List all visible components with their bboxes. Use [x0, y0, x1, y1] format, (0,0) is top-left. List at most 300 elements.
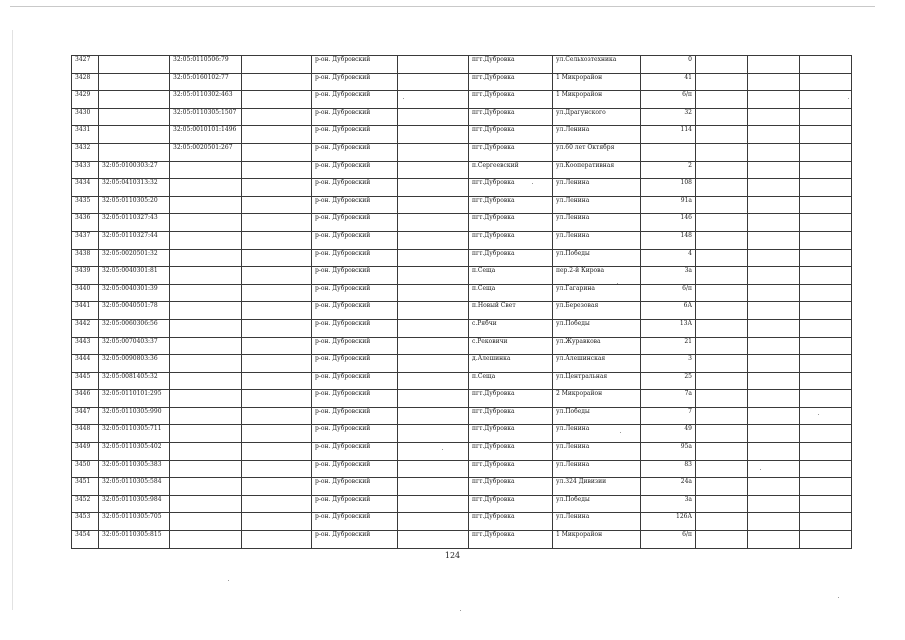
cell-cadastral-number-a: 32:05:0040301:39: [99, 284, 170, 302]
cell-cadastral-number-a: 32:05:0060306:56: [99, 319, 170, 337]
cell-locality: д.Алешинка: [469, 355, 553, 373]
cell-district: р-он. Дубровский: [312, 478, 398, 496]
table-row: [72, 407, 852, 425]
cell-cadastral-number-a: 32:05:0070403:37: [99, 337, 170, 355]
cell-house-number: 41: [641, 73, 696, 91]
cell-cadastral-number-a: 32:05:0110305:711: [99, 425, 170, 443]
cell-empty: [696, 443, 748, 461]
cell-cadastral-number-b: [170, 249, 242, 267]
cell-street: пер.2-й Кирова: [553, 267, 641, 285]
cell-cadastral-number-a: 32:05:0110305:383: [99, 460, 170, 478]
cell-record-number: 3453: [72, 513, 99, 531]
cell-cadastral-number-b: [170, 302, 242, 320]
scan-speck: [228, 580, 229, 581]
cell-house-number: 6А: [641, 302, 696, 320]
cell-house-number: 7а: [641, 390, 696, 408]
cell-empty: [748, 179, 800, 197]
cell-empty: [748, 214, 800, 232]
cell-empty: [696, 319, 748, 337]
cell-locality: пгт.Дубровка: [469, 143, 553, 161]
cell-record-number: 3427: [72, 56, 99, 74]
cell-street: ул.Журавкова: [553, 337, 641, 355]
cell-empty: [696, 302, 748, 320]
cell-cadastral-number-b: [170, 284, 242, 302]
cell-empty: [696, 108, 748, 126]
cell-locality: пгт.Дубровка: [469, 249, 553, 267]
cell-cadastral-number-a: [99, 73, 170, 91]
cell-empty: [748, 407, 800, 425]
property-registry-table: [71, 55, 852, 549]
cell-cadastral-number-a: 32:05:0110305:815: [99, 531, 170, 549]
cell-empty: [800, 390, 852, 408]
cell-street: ул.Ленина: [553, 460, 641, 478]
cell-empty: [696, 126, 748, 144]
cell-district: р-он. Дубровский: [312, 179, 398, 197]
cell-house-number: [641, 143, 696, 161]
cell-empty: [800, 460, 852, 478]
table-row: [72, 126, 852, 144]
cell-record-number: 3452: [72, 495, 99, 513]
cell-empty: [696, 231, 748, 249]
cell-district: р-он. Дубровский: [312, 495, 398, 513]
cell-record-number: 3442: [72, 319, 99, 337]
cell-empty: [696, 284, 748, 302]
cell-empty: [398, 161, 469, 179]
cell-empty: [242, 495, 312, 513]
table-row: [72, 302, 852, 320]
cell-locality: пгт.Дубровка: [469, 231, 553, 249]
cell-locality: пгт.Дубровка: [469, 73, 553, 91]
cell-cadastral-number-b: 32:05:0110302:463: [170, 91, 242, 109]
cell-district: р-он. Дубровский: [312, 425, 398, 443]
cell-street: ул.Драгунского: [553, 108, 641, 126]
cell-locality: п.Новый Свет: [469, 302, 553, 320]
cell-empty: [398, 267, 469, 285]
cell-district: р-он. Дубровский: [312, 531, 398, 549]
table-row: [72, 161, 852, 179]
cell-record-number: 3444: [72, 355, 99, 373]
cell-house-number: 24а: [641, 478, 696, 496]
cell-empty: [242, 284, 312, 302]
cell-empty: [242, 460, 312, 478]
cell-locality: пгт.Дубровка: [469, 478, 553, 496]
cell-district: р-он. Дубровский: [312, 443, 398, 461]
cell-cadastral-number-a: 32:05:0110305:984: [99, 495, 170, 513]
cell-empty: [800, 214, 852, 232]
cell-district: р-он. Дубровский: [312, 196, 398, 214]
cell-locality: с.Рековичи: [469, 337, 553, 355]
cell-locality: пгт.Дубровка: [469, 513, 553, 531]
scan-speck: [760, 469, 761, 470]
cell-empty: [800, 143, 852, 161]
cell-empty: [696, 73, 748, 91]
cell-street: ул.Ленина: [553, 196, 641, 214]
cell-cadastral-number-b: [170, 231, 242, 249]
cell-district: р-он. Дубровский: [312, 91, 398, 109]
cell-cadastral-number-a: 32:05:0110305:402: [99, 443, 170, 461]
cell-locality: с.Рябчи: [469, 319, 553, 337]
cell-empty: [242, 390, 312, 408]
scan-page-edge: [10, 6, 875, 7]
cell-cadastral-number-a: 32:05:0040301:81: [99, 267, 170, 285]
table-row: [72, 284, 852, 302]
cell-house-number: 25: [641, 372, 696, 390]
cell-record-number: 3440: [72, 284, 99, 302]
cell-empty: [748, 513, 800, 531]
cell-cadastral-number-b: 32:05:0160102:77: [170, 73, 242, 91]
cell-empty: [748, 284, 800, 302]
cell-empty: [242, 56, 312, 74]
cell-empty: [696, 372, 748, 390]
table-row: [72, 355, 852, 373]
cell-empty: [800, 179, 852, 197]
cell-empty: [800, 249, 852, 267]
cell-record-number: 3428: [72, 73, 99, 91]
cell-empty: [800, 337, 852, 355]
cell-cadastral-number-a: 32:05:0110327:44: [99, 231, 170, 249]
table-row: [72, 91, 852, 109]
cell-cadastral-number-a: 32:05:0110305:705: [99, 513, 170, 531]
cell-district: р-он. Дубровский: [312, 284, 398, 302]
cell-empty: [398, 443, 469, 461]
cell-empty: [696, 495, 748, 513]
cell-house-number: 7: [641, 407, 696, 425]
cell-street: ул.Кооперативная: [553, 161, 641, 179]
scan-speck: [838, 597, 839, 598]
cell-empty: [696, 355, 748, 373]
scan-speck: [532, 183, 533, 184]
table-row: [72, 214, 852, 232]
cell-empty: [242, 372, 312, 390]
cell-house-number: 0: [641, 56, 696, 74]
cell-cadastral-number-a: 32:05:0081405:32: [99, 372, 170, 390]
cell-house-number: 32: [641, 108, 696, 126]
cell-empty: [398, 337, 469, 355]
cell-street: ул.Ленина: [553, 513, 641, 531]
cell-cadastral-number-a: 32:05:0040501:78: [99, 302, 170, 320]
cell-empty: [242, 531, 312, 549]
cell-house-number: 3а: [641, 495, 696, 513]
cell-empty: [800, 425, 852, 443]
scan-speck: [848, 98, 849, 99]
cell-empty: [800, 355, 852, 373]
cell-locality: пгт.Дубровка: [469, 214, 553, 232]
cell-locality: п.Сергеевский: [469, 161, 553, 179]
cell-locality: пгт.Дубровка: [469, 196, 553, 214]
cell-locality: пгт.Дубровка: [469, 443, 553, 461]
table-row: [72, 319, 852, 337]
cell-empty: [800, 267, 852, 285]
table-row: [72, 143, 852, 161]
cell-empty: [398, 108, 469, 126]
cell-cadastral-number-b: [170, 372, 242, 390]
cell-empty: [800, 161, 852, 179]
cell-empty: [242, 513, 312, 531]
cell-cadastral-number-b: [170, 495, 242, 513]
cell-street: ул.Победы: [553, 249, 641, 267]
cell-empty: [748, 302, 800, 320]
cell-empty: [242, 126, 312, 144]
cell-street: ул.Победы: [553, 319, 641, 337]
cell-empty: [696, 91, 748, 109]
cell-cadastral-number-b: [170, 407, 242, 425]
cell-empty: [800, 372, 852, 390]
cell-street: ул.Центральная: [553, 372, 641, 390]
cell-locality: пгт.Дубровка: [469, 56, 553, 74]
cell-district: р-он. Дубровский: [312, 513, 398, 531]
cell-record-number: 3454: [72, 531, 99, 549]
table-row: [72, 531, 852, 549]
cell-locality: пгт.Дубровка: [469, 460, 553, 478]
cell-empty: [398, 495, 469, 513]
cell-district: р-он. Дубровский: [312, 460, 398, 478]
cell-empty: [800, 302, 852, 320]
cell-record-number: 3436: [72, 214, 99, 232]
cell-cadastral-number-b: [170, 355, 242, 373]
cell-empty: [398, 179, 469, 197]
cell-empty: [800, 196, 852, 214]
cell-record-number: 3448: [72, 425, 99, 443]
cell-cadastral-number-b: 32:05:0110305:1507: [170, 108, 242, 126]
cell-house-number: 3а: [641, 267, 696, 285]
cell-empty: [242, 73, 312, 91]
table-row: [72, 372, 852, 390]
cell-cadastral-number-a: [99, 126, 170, 144]
cell-empty: [398, 372, 469, 390]
cell-locality: п.Сеща: [469, 267, 553, 285]
cell-cadastral-number-a: 32:05:0090803:36: [99, 355, 170, 373]
cell-empty: [398, 126, 469, 144]
cell-cadastral-number-b: [170, 478, 242, 496]
cell-empty: [398, 355, 469, 373]
cell-house-number: 21: [641, 337, 696, 355]
cell-street: 2 Микрорайон: [553, 390, 641, 408]
cell-empty: [748, 337, 800, 355]
cell-street: ул.Победы: [553, 407, 641, 425]
cell-empty: [398, 214, 469, 232]
cell-street: ул.Алешинская: [553, 355, 641, 373]
table-row: [72, 495, 852, 513]
cell-cadastral-number-b: [170, 460, 242, 478]
cell-empty: [748, 495, 800, 513]
cell-empty: [242, 249, 312, 267]
cell-cadastral-number-b: [170, 425, 242, 443]
cell-empty: [398, 91, 469, 109]
cell-empty: [696, 460, 748, 478]
cell-empty: [748, 196, 800, 214]
scan-speck: [460, 610, 461, 611]
page-number: 124: [444, 551, 461, 560]
table-row: [72, 108, 852, 126]
cell-record-number: 3450: [72, 460, 99, 478]
cell-locality: пгт.Дубровка: [469, 495, 553, 513]
cell-empty: [748, 390, 800, 408]
cell-street: ул.Гагарина: [553, 284, 641, 302]
cell-empty: [242, 407, 312, 425]
cell-empty: [800, 319, 852, 337]
cell-record-number: 3441: [72, 302, 99, 320]
cell-district: р-он. Дубровский: [312, 56, 398, 74]
cell-cadastral-number-b: [170, 337, 242, 355]
cell-street: ул.Победы: [553, 495, 641, 513]
scan-speck: [617, 283, 618, 284]
cell-empty: [748, 355, 800, 373]
cell-empty: [242, 425, 312, 443]
cell-empty: [748, 443, 800, 461]
cell-record-number: 3435: [72, 196, 99, 214]
cell-street: ул.Березовая: [553, 302, 641, 320]
cell-street: ул.324 Дивизии: [553, 478, 641, 496]
table-row: [72, 73, 852, 91]
cell-empty: [800, 73, 852, 91]
cell-record-number: 3434: [72, 179, 99, 197]
table-row: [72, 425, 852, 443]
cell-cadastral-number-b: [170, 179, 242, 197]
cell-street: ул.Ленина: [553, 231, 641, 249]
table-row: [72, 390, 852, 408]
cell-street: ул.Ленина: [553, 443, 641, 461]
cell-cadastral-number-a: 32:05:0410313:32: [99, 179, 170, 197]
cell-empty: [398, 478, 469, 496]
cell-empty: [800, 91, 852, 109]
cell-empty: [800, 284, 852, 302]
cell-cadastral-number-b: [170, 319, 242, 337]
cell-house-number: 13А: [641, 319, 696, 337]
cell-cadastral-number-b: [170, 443, 242, 461]
cell-empty: [242, 91, 312, 109]
scan-speck: [620, 432, 621, 433]
cell-empty: [242, 337, 312, 355]
cell-street: ул.60 лет Октября: [553, 143, 641, 161]
cell-street: ул.Ленина: [553, 179, 641, 197]
cell-house-number: 95а: [641, 443, 696, 461]
cell-empty: [398, 302, 469, 320]
cell-empty: [398, 231, 469, 249]
cell-empty: [748, 108, 800, 126]
cell-house-number: 83: [641, 460, 696, 478]
cell-empty: [398, 284, 469, 302]
cell-empty: [748, 372, 800, 390]
cell-empty: [696, 179, 748, 197]
cell-empty: [696, 56, 748, 74]
cell-empty: [398, 513, 469, 531]
cell-empty: [398, 73, 469, 91]
cell-district: р-он. Дубровский: [312, 319, 398, 337]
scan-speck: [818, 414, 819, 415]
cell-empty: [696, 425, 748, 443]
cell-district: р-он. Дубровский: [312, 267, 398, 285]
cell-house-number: 146: [641, 214, 696, 232]
cell-locality: пгт.Дубровка: [469, 91, 553, 109]
cell-street: 1 Микрорайон: [553, 91, 641, 109]
cell-empty: [748, 56, 800, 74]
cell-empty: [748, 460, 800, 478]
cell-empty: [800, 231, 852, 249]
cell-empty: [696, 143, 748, 161]
cell-cadastral-number-b: [170, 531, 242, 549]
registry-rows: [72, 56, 852, 549]
cell-empty: [748, 249, 800, 267]
cell-locality: пгт.Дубровка: [469, 531, 553, 549]
cell-cadastral-number-b: [170, 196, 242, 214]
cell-empty: [242, 302, 312, 320]
cell-empty: [398, 407, 469, 425]
cell-empty: [398, 196, 469, 214]
cell-record-number: 3432: [72, 143, 99, 161]
cell-cadastral-number-a: [99, 56, 170, 74]
cell-empty: [696, 390, 748, 408]
cell-record-number: 3438: [72, 249, 99, 267]
cell-empty: [242, 161, 312, 179]
cell-empty: [748, 161, 800, 179]
cell-street: ул.Ленина: [553, 214, 641, 232]
cell-locality: пгт.Дубровка: [469, 179, 553, 197]
cell-empty: [696, 407, 748, 425]
cell-empty: [748, 143, 800, 161]
cell-record-number: 3431: [72, 126, 99, 144]
table-row: [72, 267, 852, 285]
cell-empty: [748, 267, 800, 285]
cell-street: ул.Сельхозтехника: [553, 56, 641, 74]
cell-record-number: 3443: [72, 337, 99, 355]
cell-house-number: 6/п: [641, 531, 696, 549]
cell-locality: п.Сеща: [469, 284, 553, 302]
cell-district: р-он. Дубровский: [312, 214, 398, 232]
cell-street: ул.Ленина: [553, 126, 641, 144]
cell-cadastral-number-a: 32:05:0110305:990: [99, 407, 170, 425]
cell-empty: [748, 126, 800, 144]
cell-house-number: 108: [641, 179, 696, 197]
cell-cadastral-number-a: 32:05:0110327:43: [99, 214, 170, 232]
scan-speck: [403, 98, 404, 99]
cell-empty: [398, 56, 469, 74]
cell-record-number: 3449: [72, 443, 99, 461]
cell-empty: [800, 443, 852, 461]
cell-empty: [398, 531, 469, 549]
cell-locality: пгт.Дубровка: [469, 126, 553, 144]
cell-empty: [696, 267, 748, 285]
cell-empty: [748, 478, 800, 496]
cell-empty: [800, 495, 852, 513]
cell-district: р-он. Дубровский: [312, 161, 398, 179]
cell-locality: пгт.Дубровка: [469, 108, 553, 126]
table-row: [72, 249, 852, 267]
cell-record-number: 3447: [72, 407, 99, 425]
cell-house-number: 114: [641, 126, 696, 144]
cell-empty: [398, 425, 469, 443]
cell-empty: [800, 56, 852, 74]
cell-empty: [696, 214, 748, 232]
cell-empty: [398, 319, 469, 337]
cell-locality: пгт.Дубровка: [469, 390, 553, 408]
cell-record-number: 3451: [72, 478, 99, 496]
cell-empty: [242, 478, 312, 496]
cell-district: р-он. Дубровский: [312, 302, 398, 320]
cell-record-number: 3437: [72, 231, 99, 249]
cell-empty: [242, 355, 312, 373]
cell-district: р-он. Дубровский: [312, 73, 398, 91]
cell-empty: [242, 443, 312, 461]
cell-cadastral-number-b: [170, 214, 242, 232]
cell-empty: [800, 407, 852, 425]
cell-empty: [800, 126, 852, 144]
cell-record-number: 3429: [72, 91, 99, 109]
cell-house-number: 6/п: [641, 284, 696, 302]
cell-empty: [748, 231, 800, 249]
table-row: [72, 513, 852, 531]
cell-district: р-он. Дубровский: [312, 108, 398, 126]
cell-empty: [748, 531, 800, 549]
